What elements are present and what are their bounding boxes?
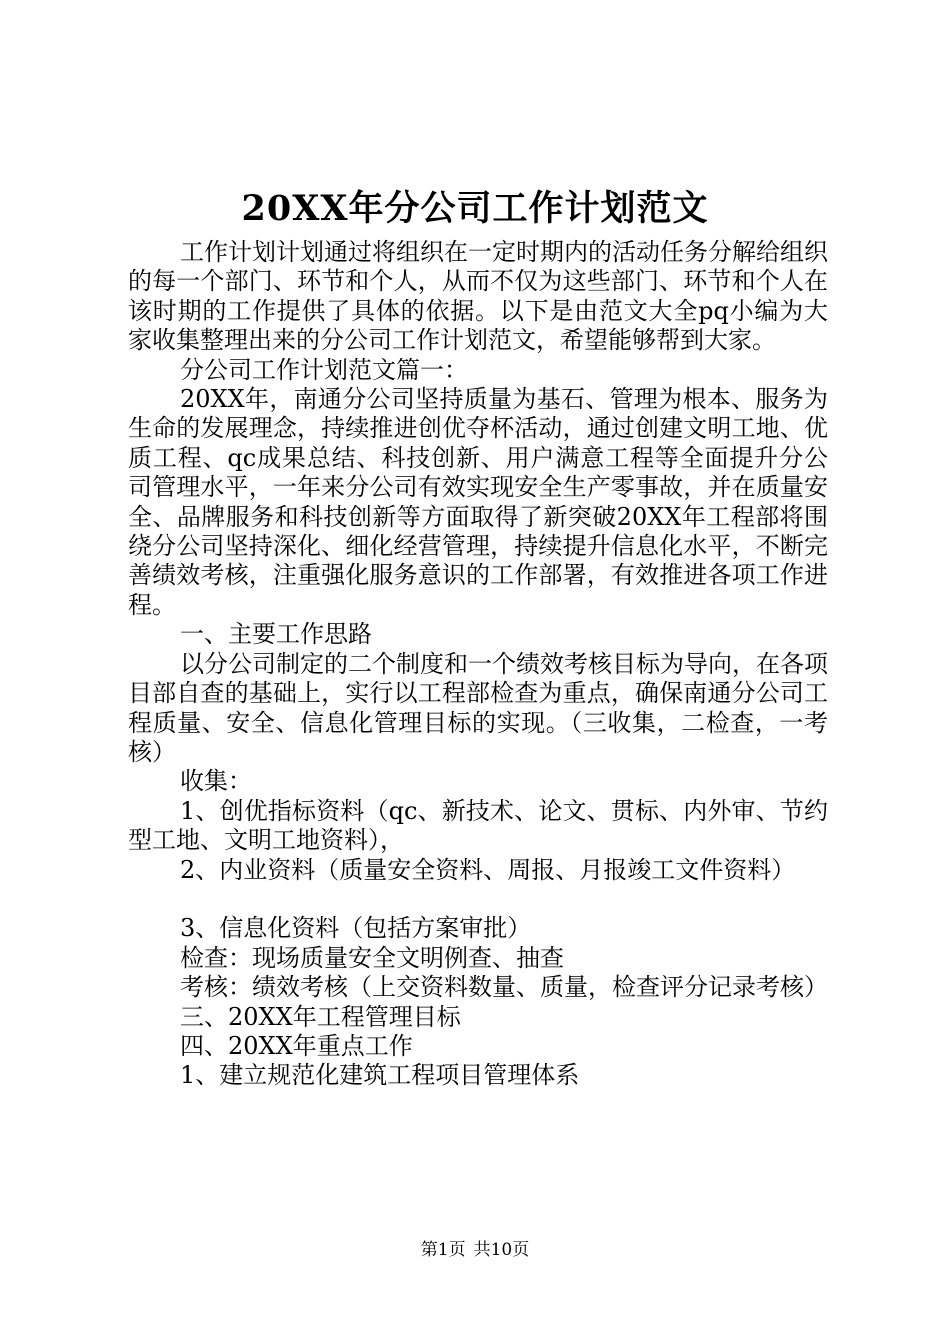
list-item-collect-3: 3、信息化资料（包括方案审批） (180, 914, 532, 943)
document-title: 20XX年分公司工作计划范文 (241, 188, 709, 229)
document-body (128, 238, 828, 1091)
list-item-key-work-1: 1、建立规范化建筑工程项目管理体系 (180, 1061, 580, 1090)
blank-line (128, 885, 828, 914)
paragraph-intro: 工作计划计划通过将组织在一定时期内的活动任务分解给组织的每一个部门、环节和个人，从而不仅为这些部门、环节和个人在该时期的工作提供了具体的依据。以下是由范文大全pq小编为大家收集整理出来的分公司工作计划范文，希望能够帮到大家。 (128, 238, 828, 355)
paragraph-check: 检查：现场质量安全文明例查、抽查 (180, 943, 564, 972)
paragraph-main-ideas: 以分公司制定的二个制度和一个绩效考核目标为导向，在各项目部自查的基础上，实行以工程部检查为重点，确保南通分公司工程质量、安全、信息化管理目标的实现。（三收集，二检查，一考核） (128, 649, 828, 766)
paragraph-section-heading: 分公司工作计划范文篇一： (180, 355, 468, 384)
paragraph-assess: 考核：绩效考核（上交资料数量、质量，检查评分记录考核） (180, 973, 828, 1002)
page-total: 共10页 (473, 1240, 530, 1260)
heading-goals: 三、20XX年工程管理目标 (180, 1002, 461, 1031)
page-footer (0, 1238, 950, 1262)
paragraph-summary: 20XX年，南通分公司坚持质量为基石、管理为根本、服务为生命的发展理念，持续推进创优夺杯活动，通过创建文明工地、优质工程、qc成果总结、科技创新、用户满意工程等全面提升分公司管理水平，一年来分公司有效实现安全生产零事故，并在质量安全、品牌服务和科技创新等方面取得了新突破20XX年工程部将围绕分公司坚持深化、细化经营管理，持续提升信息化水平，不断完善绩效考核，注重强化服务意识的工作部署，有效推进各项工作进程。 (128, 385, 828, 619)
label-collect: 收集： (180, 767, 252, 796)
heading-key-work: 四、20XX年重点工作 (180, 1031, 413, 1060)
list-item-collect-1: 1、创优指标资料（qc、新技术、论文、贯标、内外审、节约型工地、文明工地资料）， (128, 796, 828, 855)
heading-main-ideas: 一、主要工作思路 (180, 620, 372, 649)
page-number: 第1页 (420, 1240, 466, 1260)
list-item-collect-2: 2、内业资料（质量安全资料、周报、月报竣工文件资料） (180, 855, 796, 884)
